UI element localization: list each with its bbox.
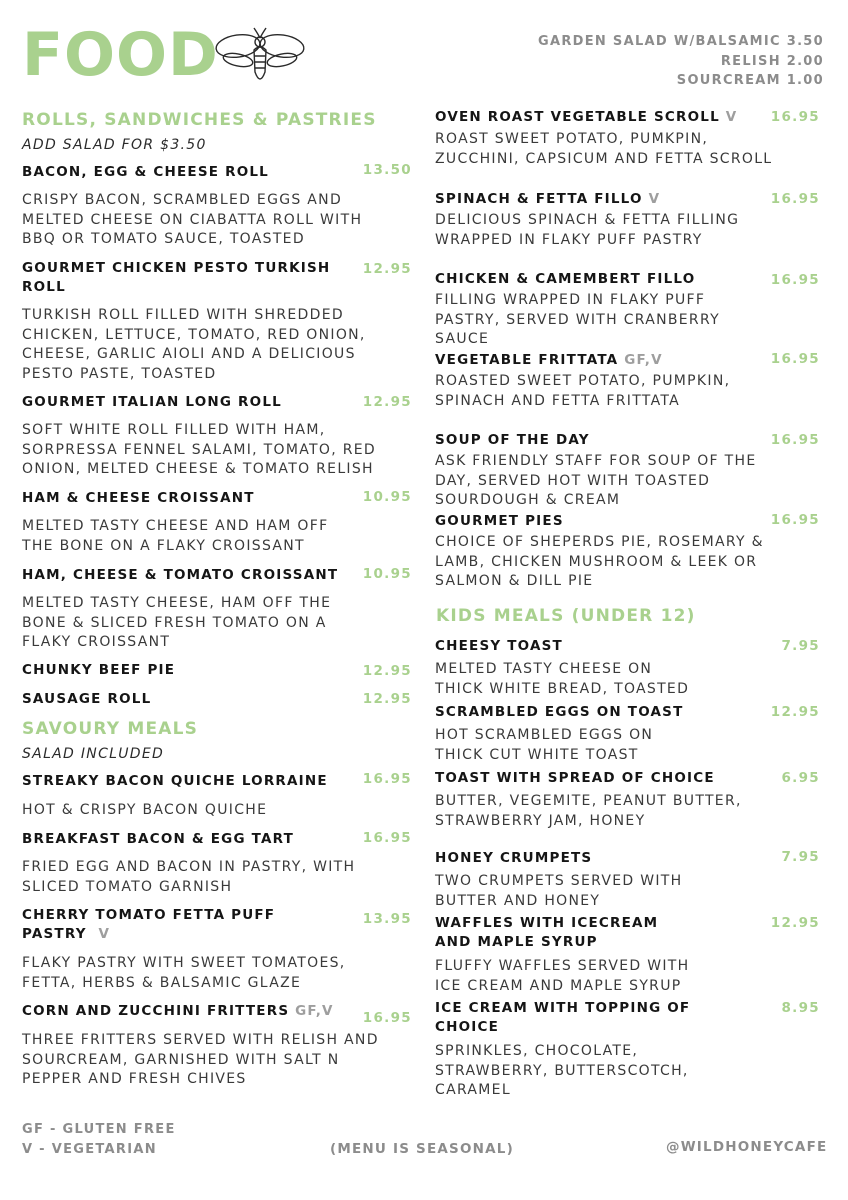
menu-item-name: OVEN ROAST VEGETABLE SCROLL V	[435, 109, 738, 125]
menu-item-desc: FLAKY PASTRY WITH SWEET TOMATOES, FETTA, HERBS & BALSAMIC GLAZE	[22, 955, 346, 991]
right-column	[424, 0, 848, 1100]
menu-item-name: SAUSAGE ROLL	[22, 691, 152, 707]
menu-item-price: 7.95	[781, 849, 820, 865]
menu-item-name: HAM & CHEESE CROISSANT	[22, 490, 255, 506]
menu-item-desc: HOT & CRISPY BACON QUICHE	[22, 802, 268, 818]
menu-item-name: SCRAMBLED EGGS ON TOAST	[435, 704, 684, 720]
menu-item-desc: FLUFFY WAFFLES SERVED WITH ICE CREAM AND MAPLE SYRUP	[435, 958, 690, 994]
menu-item-name: SPINACH & FETTA FILLO V	[435, 191, 661, 207]
menu-item-name: HONEY CRUMPETS	[435, 850, 593, 866]
menu-item-desc: SOFT WHITE ROLL FILLED WITH HAM, SORPRESSA FENNEL SALAMI, TOMATO, RED ONION, MELTED CHEESE & TOMATO RELISH	[22, 422, 376, 477]
menu-item-name: SOUP OF THE DAY	[435, 432, 590, 448]
extra-relish: RELISH 2.00	[720, 53, 824, 69]
menu-item-price: 8.95	[781, 1000, 820, 1016]
legend-gluten-free: GF - GLUTEN FREE	[22, 1122, 176, 1137]
menu-item-name: WAFFLES WITH ICECREAM AND MAPLE SYRUP	[435, 915, 659, 950]
menu-item-price: 16.95	[770, 512, 820, 528]
menu-item-price: 13.50	[362, 162, 412, 178]
menu-item-price: 6.95	[781, 770, 820, 786]
menu-item-desc: FRIED EGG AND BACON IN PASTRY, WITH SLICED TOMATO GARNISH	[22, 859, 356, 895]
menu-item-price: 12.95	[362, 691, 412, 707]
menu-item-price: 7.95	[781, 638, 820, 654]
extra-sourcream: SOURCREAM 1.00	[676, 73, 824, 88]
menu-item-price: 12.95	[362, 663, 412, 679]
menu-item-price: 10.95	[362, 489, 412, 505]
menu-item-price: 16.95	[770, 109, 820, 125]
section-heading-rolls: ROLLS, SANDWICHES & PASTRIES	[22, 110, 377, 130]
menu-item-name: CHICKEN & CAMEMBERT FILLO	[435, 271, 696, 287]
menu-item-price: 12.95	[770, 915, 820, 931]
menu-item-desc: CHOICE OF SHEPERDS PIE, ROSEMARY & LAMB, CHICKEN MUSHROOM & LEEK OR SALMON & DILL PIE	[435, 534, 764, 589]
menu-item-price: 12.95	[362, 394, 412, 410]
seasonal-note: (MENU IS SEASONAL)	[330, 1141, 514, 1157]
menu-item-price: 12.95	[770, 704, 820, 720]
menu-item-name: VEGETABLE FRITTATA GF,V	[435, 352, 663, 368]
social-handle: @WILDHONEYCAFE	[666, 1139, 828, 1155]
dietary-legend	[22, 1120, 176, 1159]
vegetarian-tag: V	[98, 926, 111, 942]
extra-garden-salad: GARDEN SALAD W/BALSAMIC 3.50	[538, 34, 824, 49]
menu-item-name: GOURMET PIES	[435, 513, 564, 529]
menu-item-price: 16.95	[770, 191, 820, 207]
menu-item-price: 16.95	[362, 830, 412, 846]
menu-item-desc: BUTTER, VEGEMITE, PEANUT BUTTER, STRAWBERRY JAM, HONEY	[435, 793, 742, 829]
menu-item-desc: DELICIOUS SPINACH & FETTA FILLING WRAPPED IN FLAKY PUFF PASTRY	[435, 212, 740, 248]
left-column	[0, 0, 424, 1100]
menu-item-name: STREAKY BACON QUICHE LORRAINE	[22, 773, 328, 789]
menu-item-price: 16.95	[770, 351, 820, 367]
rolls-note: ADD SALAD FOR $3.50	[22, 137, 207, 153]
menu-item-desc: MELTED TASTY CHEESE AND HAM OFF THE BONE ON A FLAKY CROISSANT	[22, 518, 329, 554]
menu-item-price: 16.95	[770, 272, 820, 288]
vegetarian-tag: V	[725, 109, 738, 125]
menu-item-desc: HOT SCRAMBLED EGGS ON THICK CUT WHITE TOAST	[435, 727, 654, 763]
menu-item-name: CHERRY TOMATO FETTA PUFF PASTRY V	[22, 907, 276, 942]
dietary-tag: GF,V	[295, 1003, 334, 1019]
menu-item-price: 16.95	[770, 432, 820, 448]
menu-item-desc: ROASTED SWEET POTATO, PUMPKIN, SPINACH AND FETTA FRITTATA	[435, 373, 731, 409]
menu-item-name: ICE CREAM WITH TOPPING OF CHOICE	[435, 1000, 691, 1035]
menu-item-desc: MELTED TASTY CHEESE ON THICK WHITE BREAD, TOASTED	[435, 661, 690, 697]
menu-item-name: HAM, CHEESE & TOMATO CROISSANT	[22, 567, 339, 583]
menu-item-price: 16.95	[362, 771, 412, 787]
menu-item-price: 12.95	[362, 261, 412, 277]
menu-item-name: GOURMET ITALIAN LONG ROLL	[22, 394, 282, 410]
section-heading-savoury: SAVOURY MEALS	[22, 719, 199, 739]
menu-item-desc: MELTED TASTY CHEESE, HAM OFF THE BONE & SLICED FRESH TOMATO ON A FLAKY CROISSANT	[22, 595, 332, 650]
menu-item-desc: ASK FRIENDLY STAFF FOR SOUP OF THE DAY, SERVED HOT WITH TOASTED SOURDOUGH & CREAM	[435, 453, 757, 508]
menu-item-name: BACON, EGG & CHEESE ROLL	[22, 164, 269, 180]
menu-item-desc: SPRINKLES, CHOCOLATE, STRAWBERRY, BUTTERSCOTCH, CARAMEL	[435, 1043, 689, 1098]
menu-item-name: GOURMET CHICKEN PESTO TURKISH ROLL	[22, 260, 331, 295]
legend-vegetarian: V - VEGETARIAN	[22, 1141, 157, 1157]
dietary-tag: GF,V	[624, 352, 663, 368]
menu-item-desc: FILLING WRAPPED IN FLAKY PUFF PASTRY, SERVED WITH CRANBERRY SAUCE	[435, 292, 720, 347]
menu-item-name: CHUNKY BEEF PIE	[22, 662, 176, 678]
menu-item-price: 16.95	[362, 1010, 412, 1026]
menu-item-name: CORN AND ZUCCHINI FRITTERS GF,V	[22, 1003, 334, 1019]
menu-item-name: TOAST WITH SPREAD OF CHOICE	[435, 770, 715, 786]
menu-item-price: 10.95	[362, 566, 412, 582]
menu-item-name: BREAKFAST BACON & EGG TART	[22, 831, 295, 847]
menu-item-desc: CRISPY BACON, SCRAMBLED EGGS AND MELTED CHEESE ON CIABATTA ROLL WITH BBQ OR TOMATO SAUCE, TOASTED	[22, 192, 363, 247]
menu-item-price: 13.95	[362, 911, 412, 927]
vegetarian-tag: V	[648, 191, 661, 207]
savoury-note: SALAD INCLUDED	[22, 746, 165, 762]
menu-item-name: CHEESY TOAST	[435, 638, 563, 654]
menu-item-desc: TURKISH ROLL FILLED WITH SHREDDED CHICKEN, LETTUCE, TOMATO, RED ONION, CHEESE, GARLIC AIOLI AND A DELICIOUS PESTO PASTE, TOASTED	[22, 307, 366, 382]
menu-item-desc: TWO CRUMPETS SERVED WITH BUTTER AND HONEY	[435, 873, 683, 909]
menu-item-desc: THREE FRITTERS SERVED WITH RELISH AND SOURCREAM, GARNISHED WITH SALT N PEPPER AND FRESH CHIVES	[22, 1032, 379, 1087]
section-heading-kids: KIDS MEALS (UNDER 12)	[436, 606, 696, 626]
menu-item-desc: ROAST SWEET POTATO, PUMKPIN, ZUCCHINI, CAPSICUM AND FETTA SCROLL	[435, 131, 773, 167]
page-title: FOOD	[22, 20, 219, 90]
